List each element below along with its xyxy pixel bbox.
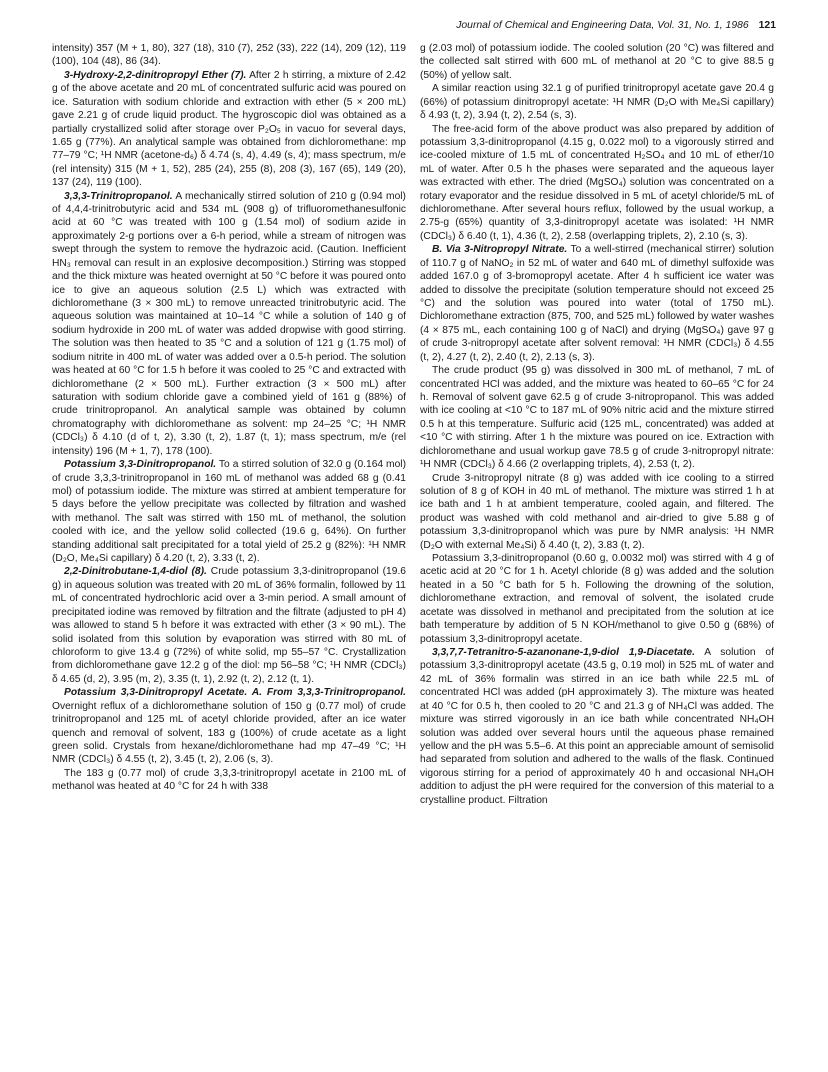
paragraph [420, 472, 774, 553]
section-heading: 3,3,7,7-Tetranitro-5-azanonane-1,9-diol 1,9-Diacetate. [432, 646, 695, 658]
running-header [456, 20, 776, 31]
paragraph [52, 686, 406, 767]
paragraph-text: The 183 g (0.77 mol) of crude 3,3,3-trinitropropyl acetate in 2100 mL of methanol was heated at 40 °C for 24 h with 338 [52, 767, 406, 793]
paragraph [420, 552, 774, 646]
paragraph [52, 767, 406, 794]
section-heading: Potassium 3,3-Dinitropropyl Acetate. A. From 3,3,3-Trinitropropanol. [64, 687, 406, 699]
paragraph-text: Overnight reflux of a dichloromethane solution of 150 g (0.77 mol) of crude trinitropropanol and 125 mL of acetyl chloride provided, after an ice water quench and removal of solvent, 183 g (100%) of crude acetate as a light green solid. Crystals from hexane/dichloromethane had mp 47–49 °C; ¹H NMR (CDCl₃) δ 4.55 (t, 2), 3.45 (t, 2), 2.06 (s, 3). [52, 700, 406, 766]
paragraph-text: To a stirred solution of 32.0 g (0.164 mol) of crude 3,3,3-trinitropropanol in 160 mL of methanol was added 68 g (0.41 mol) of potassium iodide. The mixture was stirred at ambient temperature for 5 days before the yellow precipitate was collected by filtration and washed with methanol. The salt was stirred with 150 mL of methanol, the solution cooled with ice, and the yellow solid collected (19.6 g, 64%). On further standing additional salt precipitated for a total yield of 25.2 g (82%): ¹H NMR (D₂O, Me₄Si capillary) δ 4.20 (t, 2), 3.33 (t, 2). [52, 459, 406, 565]
paragraph-text: Crude 3-nitropropyl nitrate (8 g) was added with ice cooling to a stirred solution of 8 g of KOH in 40 mL of methanol. The mixture was stirred 1 h at ice bath and 1 h at ambient temperature, cooled again, and filtered. The product was washed with cold methanol and air-dried to give 5.88 g of potassium 3,3-dinitropropanol which was pure by NMR analysis: ¹H NMR (D₂O with external Me₄Si) δ 4.40 (t, 2), 3.83 (t, 2). [420, 472, 774, 551]
paragraph [52, 190, 406, 458]
paragraph-text: After 2 h stirring, a mixture of 2.42 g of the above acetate and 20 mL of concentrated sulfuric acid was poured on ice. Saturation with sodium chloride and extraction with ether (5 × 200 mL) gave 2.21 g of crude liquid product. The hygroscopic diol was obtained as a partially crystallized solid after storage over P₂O₅ in vacuo for several days, 1.65 g (77%). An analytical sample was obtained from dichloromethane: mp 77–79 °C; ¹H NMR (acetone-d₆) δ 4.74 (s, 4), 4.49 (s, 4); mass spectrum, m/e (rel intensity) 315 (M + 1, 52), 285 (24), 255 (8), 208 (3), 167 (65), 149 (20), 137 (24), 119 (100). [52, 69, 406, 189]
section-heading: 3-Hydroxy-2,2-dinitropropyl Ether (7). [64, 69, 247, 81]
paragraph [420, 243, 774, 364]
section-heading: 2,2-Dinitrobutane-1,4-diol (8). [64, 566, 207, 578]
left-column [52, 42, 406, 794]
paragraph-text: g (2.03 mol) of potassium iodide. The cooled solution (20 °C) was filtered and the collected salt stirred with 600 mL of methanol at 20 °C to give 88.5 g (50%) of yellow salt. [420, 43, 774, 81]
paragraph [420, 364, 774, 471]
paragraph-text: To a well-stirred (mechanical stirrer) solution of 110.7 g of NaNO₂ in 52 mL of water and 640 mL of dimethyl sulfoxide was added 167.0 g of 3-bromopropyl acetate. After 4 h sufficient ice water was added to dissolve the precipitate (solution temperature should not exceed 25 °C) and the solution was poured into water (total of 1750 mL). Dichloromethane extraction (875, 700, and 525 mL) followed by water washes (4 × 875 mL, each containing 100 g of NaCl) and drying (MgSO₄) gave 97 g of crude 3-nitropropyl acetate after solvent removal: ¹H NMR (CDCl₃) δ 4.55 (t, 2), 4.27 (t, 2), 2.40 (t, 2), 2.13 (s, 3). [420, 244, 774, 363]
section-heading: B. Via 3-Nitropropyl Nitrate. [432, 244, 568, 256]
paragraph [52, 458, 406, 565]
journal-citation: Journal of Chemical and Engineering Data, Vol. 31, No. 1, 1986 [456, 20, 749, 31]
paragraph [420, 42, 774, 82]
right-column [420, 42, 774, 807]
section-heading: 3,3,3-Trinitropropanol. [64, 190, 173, 202]
paragraph [52, 565, 406, 686]
paragraph [420, 123, 774, 244]
paragraph-text: Potassium 3,3-dinitropropanol (0.60 g, 0.0032 mol) was stirred with 4 g of acetic acid at 20 °C for 1 h. Acetyl chloride (8 g) was added and the solution heated in a 50 °C bath for 5 h. Following the drowning of the solution, dichloromethane extraction, and removal of solvent, the isolated crude acetate was dissolved in methanol and precipitated from the solution at ice bath temperature by addition of 5 N KOH/methanol to give 0.50 g (68%) of potassium 3,3-dinitropropyl acetate. [420, 553, 774, 645]
paragraph-text: A similar reaction using 32.1 g of purified trinitropropyl acetate gave 20.4 g (66%) of potassium dinitropropyl acetate: ¹H NMR (D₂O with Me₄Si capillary) δ 4.93 (t, 2), 3.94 (t, 2), 2.54 (s, 3). [420, 83, 774, 122]
paragraph [420, 646, 774, 807]
paragraph-text: The free-acid form of the above product was also prepared by addition of potassium 3,3-dinitropropanol (4.15 g, 0.022 mol) to a vigorously stirred and ice-cooled mixture of 1.5 mL of concentrated H₂SO₄ and 10 mL of ether/10 mL of water. After 0.5 h the phases were separated and the aqueous layer was extracted with ether. The dried (MgSO₄) solution was concentrated on a rotary evaporator and the residue dissolved in 5 mL of acetyl chloride/5 mL of dichloromethane. After several hours reflux, followed by the usual workup, a 2.75-g (65%) quantity of 3,3-dinitropropyl acetate was isolated: ¹H NMR (CDCl₃) δ 6.40 (t, 1), 4.36 (t, 2), 2.58 (overlapping triplets, 2), 2.10 (s, 3). [420, 123, 774, 242]
page-number: 121 [758, 20, 776, 31]
paragraph [52, 42, 406, 69]
paragraph [420, 82, 774, 122]
paragraph-text: intensity) 357 (M + 1, 80), 327 (18), 310 (7), 252 (33), 222 (14), 209 (12), 119 (100), 104 (48), 86 (34). [52, 43, 406, 68]
paragraph [52, 69, 406, 190]
paragraph-text: Crude potassium 3,3-dinitropropanol (19.6 g) in aqueous solution was treated with 20 mL of 36% formalin, followed by 11 mL of concentrated hydrochloric acid over a 3-min period. A small amount of precipitated iodine was removed by filtration and the filtrate (adjusted to pH 4) was allowed to stand 5 h before it was extracted with ether (3 × 90 mL). The solid isolated from this solution by evaporation was stirred with 80 mL of chloroform to give 13.4 g (72%) of white solid, mp 55–57 °C. Crystallization from dichloromethane gave 12.2 g of the diol: mp 56–58 °C; ¹H NMR (CDCl₃) δ 4.65 (d, 2), 3.95 (m, 2), 3.35 (t, 1), 2.92 (t, 2), 2.12 (t, 1). [52, 566, 406, 685]
section-heading: Potassium 3,3-Dinitropropanol. [64, 459, 217, 471]
paragraph-text: A solution of potassium 3,3-dinitropropyl acetate (43.5 g, 0.19 mol) in 525 mL of water and 42 mL of 36% formalin was stirred in an ice bath while 22.5 mL of concentrated HCl was added (pH approximately 3). The mixture was heated at 40 °C for 0.5 h, then cooled to 20 °C and 21.3 g of NH₄Cl was added. The mixture was stirred vigorously in an ice bath while concentrated NH₄OH solution was added over several hours until the aqueous phase remained yellow and the pH was 5.5–6. At this point an appreciable amount of semisolid had separated from solution and adhered to the walls of the flask. Continued vigorous stirring for a period of approximately 40 h and occasional NH₄OH addition to adjust the pH were required for the conversion of this material to a crystalline product. Filtration [420, 646, 774, 806]
paragraph-text: The crude product (95 g) was dissolved in 300 mL of methanol, 7 mL of concentrated HCl was added, and the mixture was heated to 60–65 °C for 24 h. Removal of solvent gave 62.5 g of crude 3-nitropropanol. This was added with ice cooling at <10 °C to 187 mL of 90% nitric acid and the mixture stirred 0.5 h at this temperature. Sulfuric acid (125 mL, concentrated) was added at <10 °C with stirring. After 1 h the mixture was poured on ice. Extraction with dichloromethane and usual workup gave 78.5 g of crude 3-nitropropyl nitrate: ¹H NMR (CDCl₃) δ 4.66 (2 overlapping triplets, 4), 2.53 (t, 2). [420, 365, 774, 471]
paragraph-text: A mechanically stirred solution of 210 g (0.94 mol) of 4,4,4-trinitrobutyric acid and 534 mL (908 g) of trifluoromethanesulfonic acid at 60 °C was treated with 100 g (1.54 mol) of sodium azide in approximately 2-g portions over a 6-h period, while a stream of nitrogen was swept through the system to remove the hydrazoic acid. (Caution. Inefficient HN₃ removal can result in an explosive decomposition.) Stirring was stopped and the thick mixture was heated overnight at 50 °C before it was poured onto ice to give an aqueous solution (2.5 L) which was extracted with dichloromethane (3 × 300 mL) to remove unreacted trinitrobutyric acid. The aqueous solution was maintained at 10–14 °C while a solution of 140 g of sodium hydroxide in 200 mL of water was added dropwise with good stirring. The solution was then heated to 35 °C and a solution of 121 g (1.75 mol) of sodium nitrite in 400 mL of water was added over a 0.5-h period. The solution was heated at 60 °C for 1.5 h before it was cooled to 25 °C and extracted with dichloromethane (2 × 500 mL). Further extraction (3 × 500 mL) after saturation with sodium chloride gave a combined yield of 161 g (88%) of crude trinitropropanol. An analytical sample was obtained by column chromatography with dichloromethane as solvent: mp 24–25 °C; ¹H NMR (CDCl₃) δ 4.10 (d of t, 2), 3.30 (t, 2), 1.87 (t, 1); mass spectrum, m/e (rel intensity) 196 (M + 1, 7), 178 (100). [52, 190, 406, 457]
